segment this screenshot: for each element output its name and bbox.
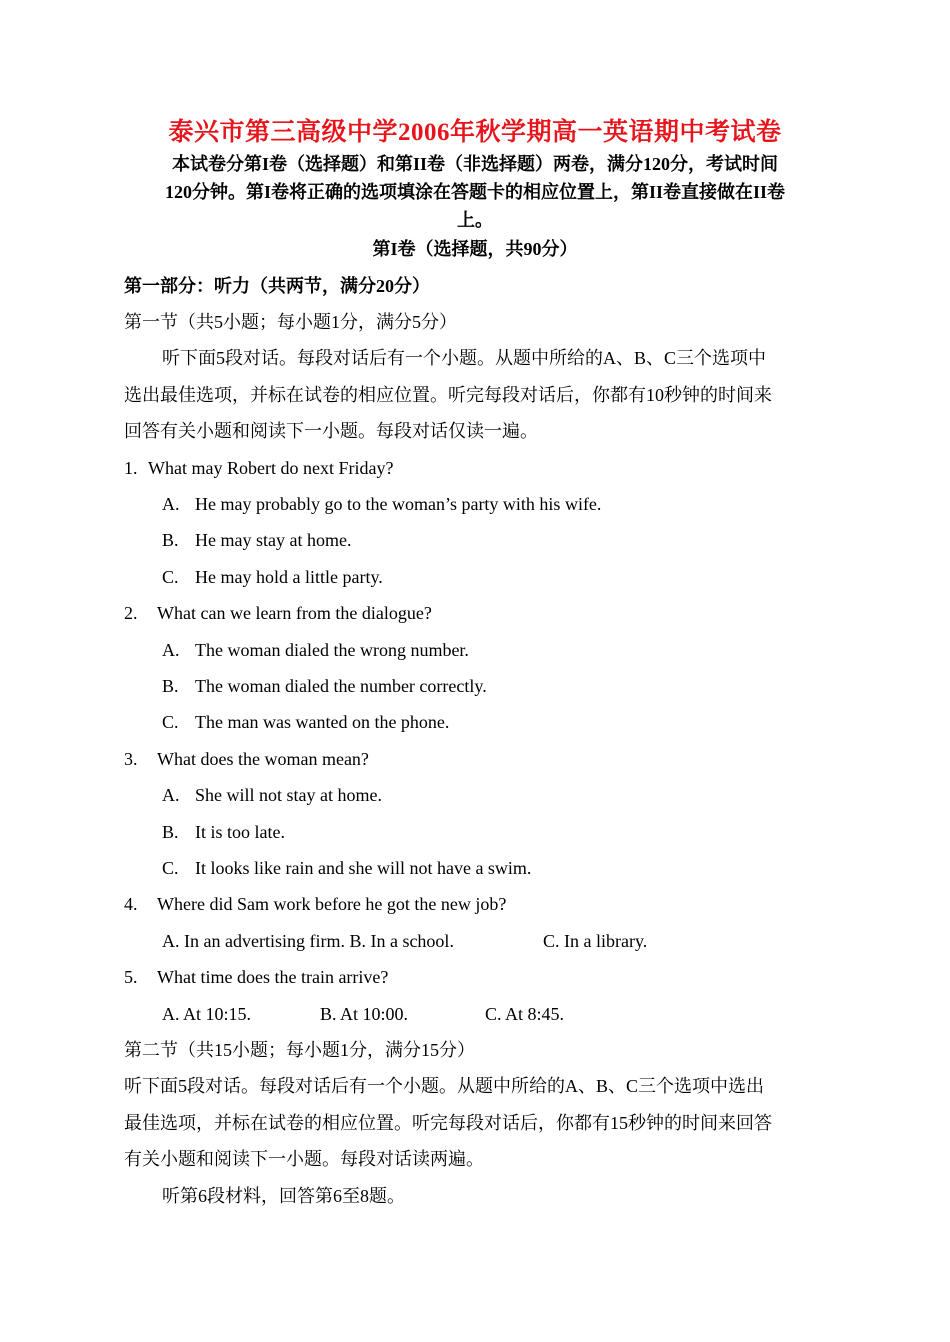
- question-3-option-c: [162, 859, 531, 877]
- section-1-instruction-2: 选出最佳选项，并标在试卷的相应位置。听完每段对话后，你都有10秒钟的时间来: [124, 385, 772, 405]
- option-text: He may hold a little party.: [195, 567, 383, 587]
- question-3-option-b: [162, 823, 285, 841]
- question-4-option-c: C. In a library.: [543, 931, 648, 951]
- question-number: 2.: [124, 603, 138, 623]
- question-1: [124, 459, 393, 477]
- option-letter: B.: [162, 676, 179, 696]
- question-5: [124, 968, 388, 986]
- section-2-instruction-2: 最佳选项，并标在试卷的相应位置。听完每段对话后，你都有15秒钟的时间来回答: [124, 1113, 772, 1133]
- question-2-option-a: [162, 641, 469, 659]
- question-5-option-c: C. At 8:45.: [485, 1004, 565, 1024]
- exam-title: 泰兴市第三高级中学2006年秋学期高一英语期中考试卷: [168, 119, 782, 146]
- section-2-instruction-3: 有关小题和阅读下一小题。每段对话读两遍。: [124, 1149, 484, 1169]
- question-number: 5.: [124, 967, 138, 987]
- question-1-option-b: [162, 531, 351, 549]
- question-number: 3.: [124, 749, 138, 769]
- option-letter: A.: [162, 785, 180, 805]
- question-text: Where did Sam work before he got the new job?: [157, 894, 507, 914]
- option-letter: C.: [162, 858, 179, 878]
- intro-line-1: 本试卷分第I卷（选择题）和第II卷（非选择题）两卷，满分120分，考试时间: [171, 154, 778, 174]
- part-1-heading: 第一部分：听力（共两节，满分20分）: [124, 276, 430, 296]
- question-2-option-c: [162, 713, 449, 731]
- section-1-instruction-3: 回答有关小题和阅读下一小题。每段对话仅读一遍。: [124, 421, 538, 441]
- question-5-option-b: B. At 10:00.: [320, 1004, 409, 1024]
- question-2: [124, 604, 432, 622]
- question-4: [124, 895, 506, 913]
- question-3: [124, 750, 369, 768]
- question-number: 1.: [124, 458, 138, 478]
- material-note: 听第6段材料，回答第6至8题。: [162, 1186, 405, 1206]
- question-2-option-b: [162, 677, 487, 695]
- option-letter: A.: [162, 494, 180, 514]
- question-3-option-a: [162, 786, 382, 804]
- question-text: What time does the train arrive?: [157, 967, 389, 987]
- question-text: What can we learn from the dialogue?: [157, 603, 432, 623]
- question-text: What does the woman mean?: [157, 749, 369, 769]
- option-letter: B.: [162, 822, 179, 842]
- question-1-option-a: [162, 495, 601, 513]
- intro-line-3: 上。: [457, 210, 493, 230]
- section-1-heading: 第一节（共5小题；每小题1分，满分5分）: [124, 312, 457, 332]
- question-text: What may Robert do next Friday?: [148, 458, 394, 478]
- option-text: It looks like rain and she will not have a swim.: [195, 858, 532, 878]
- option-text: She will not stay at home.: [195, 785, 382, 805]
- volume-1-heading: 第I卷（选择题，共90分）: [372, 239, 578, 259]
- question-5-option-a: A. At 10:15.: [162, 1004, 252, 1024]
- section-1-instruction-1: 听下面5段对话。每段对话后有一个小题。从题中所给的A、B、C三个选项中: [162, 348, 767, 368]
- question-1-option-c: [162, 568, 383, 586]
- option-text: The woman dialed the number correctly.: [195, 676, 487, 696]
- option-letter: A.: [162, 640, 180, 660]
- option-text: He may stay at home.: [195, 530, 352, 550]
- option-text: The man was wanted on the phone.: [195, 712, 450, 732]
- intro-line-2: 120分钟。第I卷将正确的选项填涂在答题卡的相应位置上，第II卷直接做在II卷: [164, 182, 786, 202]
- option-letter: B.: [162, 530, 179, 550]
- question-number: 4.: [124, 894, 138, 914]
- option-text: It is too late.: [195, 822, 285, 842]
- option-text: He may probably go to the woman’s party with his wife.: [195, 494, 602, 514]
- option-letter: C.: [162, 712, 179, 732]
- section-2-heading: 第二节（共15小题；每小题1分，满分15分）: [124, 1040, 475, 1060]
- question-4-options-ab: A. In an advertising firm. B. In a school.: [162, 931, 454, 951]
- section-2-instruction-1: 听下面5段对话。每段对话后有一个小题。从题中所给的A、B、C三个选项中选出: [124, 1076, 765, 1096]
- option-text: The woman dialed the wrong number.: [195, 640, 469, 660]
- option-letter: C.: [162, 567, 179, 587]
